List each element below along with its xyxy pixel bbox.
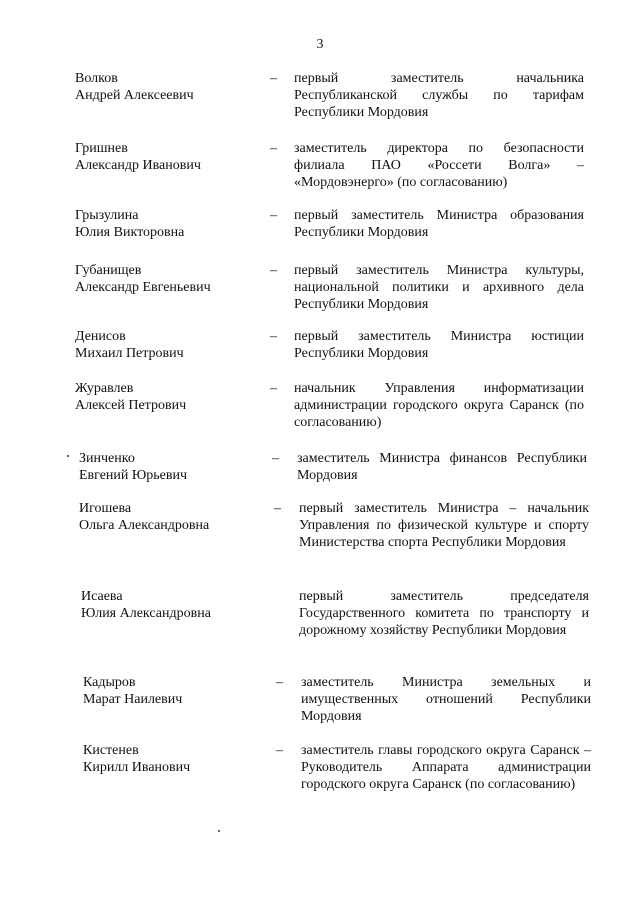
member-given-names: Алексей Петрович (75, 398, 187, 413)
member-position: первый заместитель начальника Республиканской службы по тарифам Республики Мордовия (294, 71, 584, 120)
member-given-names: Ольга Александровна (79, 518, 210, 533)
member-surname: Журавлев (75, 381, 134, 396)
member-position: заместитель Министра земельных и имущественных отношений Республики Мордовия (301, 675, 591, 724)
member-position: первый заместитель Министра культуры, национальной политики и архивного дела Республики Мордовия (294, 263, 584, 312)
member-surname: Гришнев (75, 141, 128, 156)
member-surname: Губанищев (75, 263, 142, 278)
member-given-names: Михаил Петрович (75, 346, 184, 361)
member-given-names: Юлия Викторовна (75, 225, 185, 240)
member-dash: – (272, 451, 279, 466)
member-dash: – (276, 743, 283, 758)
member-name (75, 380, 260, 414)
member-dash: – (276, 675, 283, 690)
member-given-names: Евгений Юрьевич (79, 468, 188, 483)
member-dash: – (270, 141, 277, 156)
member-given-names: Александр Евгеньевич (75, 280, 211, 295)
member-given-names: Марат Наилевич (83, 692, 183, 707)
member-given-names: Юлия Александровна (81, 606, 211, 621)
member-name (83, 742, 268, 776)
member-dash: – (270, 71, 277, 86)
member-dash: – (270, 263, 277, 278)
member-surname: Зинченко (79, 451, 135, 466)
member-surname: Кадыров (83, 675, 136, 690)
member-position: начальник Управления информатизации администрации городского округа Саранск (по согласованию) (294, 381, 584, 430)
member-dash: – (270, 381, 277, 396)
member-surname: Денисов (75, 329, 126, 344)
member-surname: Волков (75, 71, 118, 86)
member-surname: Кистенев (83, 743, 139, 758)
member-name (75, 70, 260, 104)
member-position: заместитель директора по безопасности филиала ПАО «Россети Волга» – «Мордовэнерго» (по согласованию) (294, 141, 584, 190)
member-position: заместитель Министра финансов Республики Мордовия (297, 451, 587, 483)
member-given-names: Александр Иванович (75, 158, 201, 173)
member-given-names: Кирилл Иванович (83, 760, 191, 775)
member-name (79, 450, 264, 484)
member-name (75, 328, 260, 362)
member-surname: Грызулина (75, 208, 139, 223)
member-name (83, 674, 268, 708)
member-surname: Исаева (81, 589, 123, 604)
member-name (75, 140, 260, 174)
member-name (75, 262, 260, 296)
member-name (81, 588, 266, 622)
member-position: первый заместитель председателя Государственного комитета по транспорту и дорожному хозяйству Республики Мордовия (299, 589, 589, 638)
member-dash: – (274, 501, 281, 516)
page-number: 3 (316, 37, 324, 52)
member-surname: Игошева (79, 501, 132, 516)
scan-speck (67, 455, 69, 457)
member-name (79, 500, 264, 534)
member-position: первый заместитель Министра – начальник Управления по физической культуре и спорту Министерства спорта Республики Мордовия (299, 501, 589, 550)
scan-speck (218, 830, 220, 832)
member-position: первый заместитель Министра образования Республики Мордовия (294, 208, 584, 240)
member-dash: – (270, 208, 277, 223)
member-name (75, 207, 260, 241)
member-position: заместитель главы городского округа Саранск – Руководитель Аппарата администрации городского округа Саранск (по согласованию) (301, 743, 591, 792)
member-position: первый заместитель Министра юстиции Республики Мордовия (294, 329, 584, 361)
member-dash: – (270, 329, 277, 344)
member-given-names: Андрей Алексеевич (75, 88, 194, 103)
